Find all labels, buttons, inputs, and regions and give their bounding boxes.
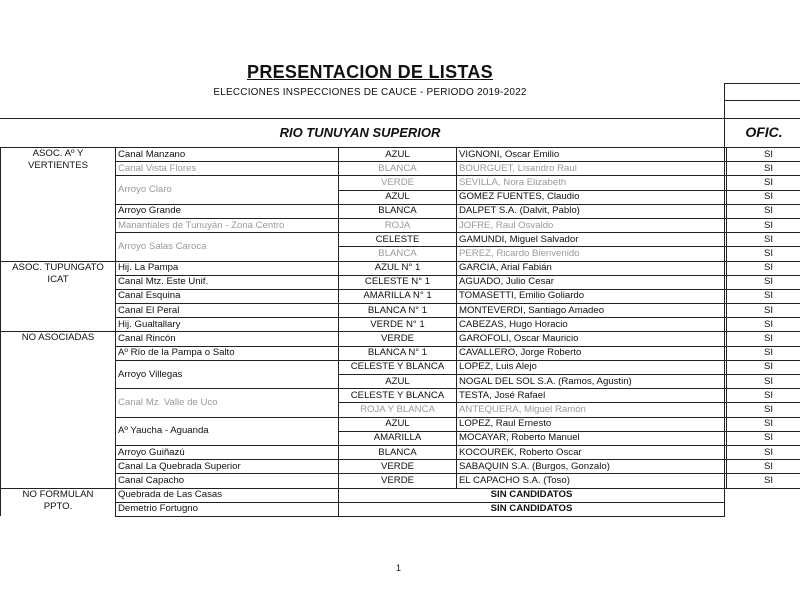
candidato-cell: CABEZAS, Hugo Horacio (457, 318, 725, 332)
candidato-cell: ANTEQUERA, Miguel Ramón (457, 403, 725, 417)
table-row (1, 445, 800, 459)
cauce-cell: Manantiales de Tunuyán - Zona Centro (116, 218, 339, 232)
sin-candidatos-cell: SIN CANDIDATOS (339, 488, 725, 502)
table-row (1, 261, 800, 275)
lista-cell: AMARILLA (339, 431, 457, 445)
candidato-cell: SABAQUIN S.A. (Burgos, Gonzalo) (457, 460, 725, 474)
ofic-cell: SI (727, 417, 800, 431)
lista-cell: BLANCA (339, 445, 457, 459)
candidato-cell: SEVILLA, Nora Elizabeth (457, 176, 725, 190)
group-cell (1, 261, 116, 332)
table-row (1, 233, 800, 247)
lista-cell: CELESTE Y BLANCA (339, 360, 457, 374)
lista-cell: VERDE (339, 332, 457, 346)
candidato-cell: KOCOUREK, Roberto Oscar (457, 445, 725, 459)
lista-cell: VERDE (339, 474, 457, 488)
ofic-cell: SI (727, 304, 800, 318)
ofic-cell: SI (727, 346, 800, 360)
ofic-header: OFIC. (745, 124, 783, 140)
candidato-cell: EL CAPACHO S.A. (Toso) (457, 474, 725, 488)
cauce-cell: Arroyo Claro (116, 176, 339, 204)
lista-cell: AZUL (339, 190, 457, 204)
group-cell (1, 488, 116, 516)
candidato-cell: GARCIA, Arial Fabián (457, 261, 725, 275)
table-row (1, 332, 800, 346)
cauce-cell: Canal Mz. Valle de Uco (116, 389, 339, 417)
ofic-cell: SI (727, 275, 800, 289)
ofic-cell: SI (727, 261, 800, 275)
lista-cell: AZUL (339, 148, 457, 162)
candidato-cell: DALPET S.A. (Dalvit, Pablo) (457, 204, 725, 218)
candidato-cell: GAROFOLI, Oscar Mauricio (457, 332, 725, 346)
cauce-cell: Canal La Quebrada Superior (116, 460, 339, 474)
cauce-cell: Aº Río de la Pampa o Salto (116, 346, 339, 360)
ofic-cell: SI (727, 148, 800, 162)
cauce-cell: Arroyo Grande (116, 204, 339, 218)
cauce-cell: Arroyo Guiñazú (116, 445, 339, 459)
ofic-cell: SI (727, 289, 800, 303)
table-row (1, 360, 800, 374)
page-number: 1 (396, 563, 402, 573)
table-row (1, 460, 800, 474)
lista-cell: ROJA Y BLANCA (339, 403, 457, 417)
ofic-cell: SI (727, 247, 800, 261)
table-row (1, 204, 800, 218)
document-title: PRESENTACION DE LISTAS (247, 62, 493, 82)
candidato-cell: VIGNONI, Oscar Emilio (457, 148, 725, 162)
cauce-cell: Canal El Peral (116, 304, 339, 318)
cauce-cell: Canal Capacho (116, 474, 339, 488)
candidato-cell: PEREZ, Ricardo Bienvenido (457, 247, 725, 261)
ofic-cell: SI (727, 176, 800, 190)
ofic-cell: SI (727, 162, 800, 176)
table-row (1, 176, 800, 190)
candidato-cell: JOFRE, Raul Osvaldo (457, 218, 725, 232)
table-row (1, 289, 800, 303)
table-row (1, 502, 800, 516)
table-row (1, 346, 800, 360)
table-row (1, 162, 800, 176)
candidato-cell: BOURGUET, Lisandro Raul (457, 162, 725, 176)
group-cell (1, 332, 116, 488)
lista-cell: BLANCA N° 1 (339, 346, 457, 360)
ofic-cell: SI (727, 332, 800, 346)
cauce-cell: Hij. La Pampa (116, 261, 339, 275)
ofic-cell: SI (727, 218, 800, 232)
document-subtitle: ELECCIONES INSPECCIONES DE CAUCE - PERIODO 2019-2022 (213, 87, 527, 98)
table-row (1, 417, 800, 431)
lista-cell: CELESTE N° 1 (339, 275, 457, 289)
group-label: ASOC. Aº Y VERTIENTES (27, 148, 89, 171)
table-row (1, 148, 800, 162)
group-cell (1, 148, 116, 262)
sin-candidatos-cell: SIN CANDIDATOS (339, 502, 725, 516)
ofic-cell: SI (727, 233, 800, 247)
table-row (1, 275, 800, 289)
cauce-cell: Aº Yaucha - Aguanda (116, 417, 339, 445)
candidato-cell: GOMEZ FUENTES, Claudio (457, 190, 725, 204)
candidato-cell: GAMUNDI, Miguel Salvador (457, 233, 725, 247)
lista-cell: AZUL (339, 375, 457, 389)
lista-cell: BLANCA N° 1 (339, 304, 457, 318)
ofic-cell: SI (727, 360, 800, 374)
lista-cell: VERDE N° 1 (339, 318, 457, 332)
lista-cell: AMARILLA N° 1 (339, 289, 457, 303)
candidato-cell: MOCAYAR, Roberto Manuel (457, 431, 725, 445)
cauce-cell: Canal Manzano (116, 148, 339, 162)
group-label: NO FORMULAN PPTO. (22, 488, 94, 512)
cauce-cell: Quebrada de Las Casas (116, 488, 339, 502)
lista-cell: BLANCA (339, 162, 457, 176)
table-row (1, 389, 800, 403)
table-header (0, 118, 800, 148)
ofic-cell: SI (727, 389, 800, 403)
candidato-cell: AGUADO, Julio Cesar (457, 275, 725, 289)
table-row (1, 488, 800, 502)
cauce-cell: Arroyo Salas Caroca (116, 233, 339, 261)
cauce-cell: Hij. Gualtallary (116, 318, 339, 332)
ofic-cell: SI (727, 460, 800, 474)
ofic-cell: SI (727, 204, 800, 218)
corner-box-divider (725, 100, 800, 101)
lista-cell: CELESTE Y BLANCA (339, 389, 457, 403)
lista-cell: AZUL N° 1 (339, 261, 457, 275)
table-row (1, 304, 800, 318)
candidato-cell: TOMASETTI, Emilio Goliardo (457, 289, 725, 303)
cauce-cell: Canal Rincón (116, 332, 339, 346)
lista-cell: VERDE (339, 460, 457, 474)
ofic-cell: SI (727, 318, 800, 332)
ofic-cell: SI (727, 431, 800, 445)
listas-table (0, 147, 800, 517)
ofic-cell: SI (727, 375, 800, 389)
lista-cell: VERDE (339, 176, 457, 190)
group-label: NO ASOCIADAS (21, 332, 95, 344)
ofic-cell: SI (727, 474, 800, 488)
candidato-cell: LOPEZ, Raul Ernesto (457, 417, 725, 431)
lista-cell: BLANCA (339, 204, 457, 218)
ofic-cell: SI (727, 445, 800, 459)
group-label: ASOC. TUPUNGATO ICAT (12, 261, 104, 285)
lista-cell: CELESTE (339, 233, 457, 247)
ofic-cell: SI (727, 403, 800, 417)
cauce-cell: Canal Vista Flores (116, 162, 339, 176)
corner-box (724, 83, 800, 119)
header-divider (724, 119, 725, 147)
cauce-cell: Canal Esquina (116, 289, 339, 303)
cauce-cell: Arroyo Villegas (116, 360, 339, 388)
table-row (1, 474, 800, 488)
table-row (1, 218, 800, 232)
table-row (1, 318, 800, 332)
candidato-cell: TESTA, José Rafael (457, 389, 725, 403)
candidato-cell: CAVALLERO, Jorge Roberto (457, 346, 725, 360)
candidato-cell: MONTEVERDI, Santiago Amadeo (457, 304, 725, 318)
candidato-cell: LOPEZ, Luis Alejo (457, 360, 725, 374)
lista-cell: AZUL (339, 417, 457, 431)
region-title: RIO TUNUYAN SUPERIOR (279, 125, 441, 140)
candidato-cell: NOGAL DEL SOL S.A. (Ramos, Agustin) (457, 375, 725, 389)
lista-cell: BLANCA (339, 247, 457, 261)
ofic-cell: SI (727, 190, 800, 204)
cauce-cell: Demetrio Fortugno (116, 502, 339, 516)
cauce-cell: Canal Mtz. Este Unif. (116, 275, 339, 289)
lista-cell: ROJA (339, 218, 457, 232)
